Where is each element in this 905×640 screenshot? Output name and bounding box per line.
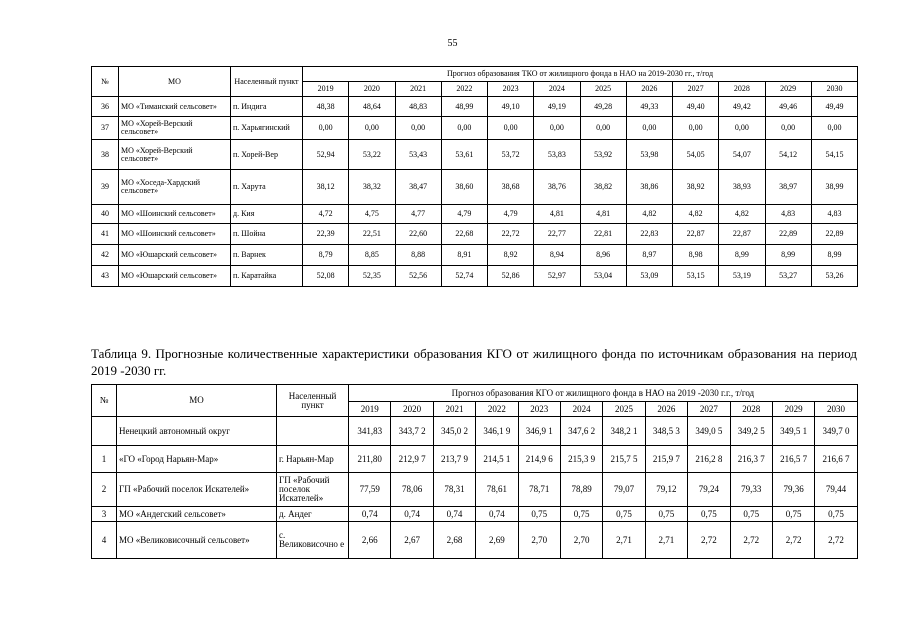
row-value: 53,43 [395, 140, 441, 170]
row-number: 37 [92, 117, 119, 140]
row-value: 52,35 [349, 266, 395, 287]
row-value: 79,07 [603, 473, 645, 507]
row-value: 52,74 [441, 266, 487, 287]
row-value: 349,2 5 [730, 417, 772, 446]
row-value: 38,47 [395, 170, 441, 205]
row-value: 216,3 7 [730, 446, 772, 473]
row-value: 48,64 [349, 97, 395, 117]
row-value: 38,76 [534, 170, 580, 205]
row-place: п. Харута [231, 170, 303, 205]
row-value: 0,75 [772, 507, 814, 522]
row-value: 53,09 [626, 266, 672, 287]
row-value: 22,87 [719, 224, 765, 245]
row-value: 0,00 [441, 117, 487, 140]
row-value: 49,49 [811, 97, 857, 117]
row-value: 52,94 [303, 140, 349, 170]
row-value: 78,71 [518, 473, 560, 507]
row-value: 22,89 [765, 224, 811, 245]
row-value: 2,71 [603, 522, 645, 559]
row-value: 8,91 [441, 245, 487, 266]
row-value: 215,9 7 [645, 446, 687, 473]
row-value: 22,81 [580, 224, 626, 245]
row-value: 53,83 [534, 140, 580, 170]
row-value: 0,75 [560, 507, 602, 522]
header-year: 2030 [815, 402, 857, 417]
row-value: 78,61 [476, 473, 518, 507]
row-mo: МО «Хорей-Верский сельсовет» [119, 117, 231, 140]
row-value: 4,79 [441, 205, 487, 224]
row-value: 52,97 [534, 266, 580, 287]
kgo-forecast-table [91, 384, 858, 559]
row-value: 348,2 1 [603, 417, 645, 446]
header-year: 2020 [391, 402, 433, 417]
row-value: 22,51 [349, 224, 395, 245]
row-value: 2,72 [730, 522, 772, 559]
row-value: 48,38 [303, 97, 349, 117]
row-value: 216,5 7 [772, 446, 814, 473]
row-value: 4,82 [626, 205, 672, 224]
row-value: 53,72 [488, 140, 534, 170]
row-value: 0,75 [730, 507, 772, 522]
row-mo: МО «Тиманский сельсовет» [119, 97, 231, 117]
row-value: 79,44 [815, 473, 857, 507]
header-mo: МО [119, 67, 231, 97]
row-value: 349,0 5 [688, 417, 730, 446]
row-value: 79,33 [730, 473, 772, 507]
row-value: 8,79 [303, 245, 349, 266]
row-value: 0,00 [303, 117, 349, 140]
row-value: 349,5 1 [772, 417, 814, 446]
row-number: 1 [92, 446, 117, 473]
row-value: 0,75 [518, 507, 560, 522]
row-value: 8,98 [673, 245, 719, 266]
header-num: № [92, 67, 119, 97]
row-value: 52,56 [395, 266, 441, 287]
row-value: 2,72 [815, 522, 857, 559]
row-value: 0,75 [603, 507, 645, 522]
row-place [277, 417, 349, 446]
row-value: 79,24 [688, 473, 730, 507]
row-value: 78,31 [433, 473, 475, 507]
row-value: 49,33 [626, 97, 672, 117]
row-value: 22,72 [488, 224, 534, 245]
header-year: 2023 [488, 82, 534, 97]
header-year: 2029 [772, 402, 814, 417]
row-mo: МО «Великовисочный сельсовет» [117, 522, 277, 559]
row-value: 4,75 [349, 205, 395, 224]
row-place: с. Великовисочно е [277, 522, 349, 559]
row-value: 346,9 1 [518, 417, 560, 446]
header-row [92, 385, 858, 402]
row-value: 49,28 [580, 97, 626, 117]
row-value: 0,00 [395, 117, 441, 140]
header-num: № [92, 385, 117, 417]
row-value: 49,19 [534, 97, 580, 117]
row-value: 8,88 [395, 245, 441, 266]
header-year: 2025 [603, 402, 645, 417]
row-value: 38,92 [673, 170, 719, 205]
table-row [92, 224, 858, 245]
row-value: 53,98 [626, 140, 672, 170]
row-value: 38,99 [811, 170, 857, 205]
row-place: п. Шойна [231, 224, 303, 245]
row-value: 2,71 [645, 522, 687, 559]
row-number: 43 [92, 266, 119, 287]
row-value: 0,00 [626, 117, 672, 140]
row-value: 22,68 [441, 224, 487, 245]
header-year: 2028 [730, 402, 772, 417]
table-row [92, 417, 858, 446]
header-year: 2026 [626, 82, 672, 97]
row-value: 215,3 9 [560, 446, 602, 473]
row-number: 38 [92, 140, 119, 170]
table-row [92, 170, 858, 205]
row-value: 215,7 5 [603, 446, 645, 473]
row-place: ГП «Рабочий поселок Искателей» [277, 473, 349, 507]
header-year: 2027 [673, 82, 719, 97]
row-mo: МО «Шоинский сельсовет» [119, 205, 231, 224]
header-place: Населенный пункт [231, 67, 303, 97]
header-year: 2026 [645, 402, 687, 417]
row-value: 4,81 [534, 205, 580, 224]
table-row [92, 446, 858, 473]
row-value: 2,70 [560, 522, 602, 559]
table-row [92, 140, 858, 170]
row-place: п. Хорей-Вер [231, 140, 303, 170]
row-value: 53,61 [441, 140, 487, 170]
row-value: 78,89 [560, 473, 602, 507]
row-value: 0,00 [719, 117, 765, 140]
row-value: 346,1 9 [476, 417, 518, 446]
header-year: 2019 [303, 82, 349, 97]
row-number: 39 [92, 170, 119, 205]
table-row [92, 205, 858, 224]
row-value: 8,99 [811, 245, 857, 266]
row-value: 212,9 7 [391, 446, 433, 473]
row-value: 38,93 [719, 170, 765, 205]
row-value: 341,83 [349, 417, 391, 446]
row-value: 38,97 [765, 170, 811, 205]
row-number: 4 [92, 522, 117, 559]
row-value: 8,99 [719, 245, 765, 266]
row-value: 38,32 [349, 170, 395, 205]
row-number: 42 [92, 245, 119, 266]
row-value: 48,83 [395, 97, 441, 117]
row-value: 53,27 [765, 266, 811, 287]
row-value: 77,59 [349, 473, 391, 507]
row-value: 2,67 [391, 522, 433, 559]
row-value: 348,5 3 [645, 417, 687, 446]
row-value: 22,77 [534, 224, 580, 245]
header-year: 2030 [811, 82, 857, 97]
header-forecast: Прогноз образования ТКО от жилищного фонда в НАО на 2019-2030 гг., т/год [303, 67, 858, 82]
page-number: 55 [447, 38, 458, 49]
row-value: 53,22 [349, 140, 395, 170]
row-value: 4,77 [395, 205, 441, 224]
row-value: 53,04 [580, 266, 626, 287]
row-value: 22,39 [303, 224, 349, 245]
row-value: 0,74 [476, 507, 518, 522]
row-value: 347,6 2 [560, 417, 602, 446]
header-year: 2024 [560, 402, 602, 417]
row-value: 2,72 [688, 522, 730, 559]
row-value: 22,87 [673, 224, 719, 245]
row-value: 4,83 [811, 205, 857, 224]
row-number: 2 [92, 473, 117, 507]
header-year: 2021 [395, 82, 441, 97]
row-value: 2,72 [772, 522, 814, 559]
table-row [92, 507, 858, 522]
row-value: 8,96 [580, 245, 626, 266]
row-value: 2,70 [518, 522, 560, 559]
header-year: 2024 [534, 82, 580, 97]
row-value: 38,12 [303, 170, 349, 205]
header-year: 2022 [441, 82, 487, 97]
row-value: 343,7 2 [391, 417, 433, 446]
row-value: 214,9 6 [518, 446, 560, 473]
row-place: п. Индига [231, 97, 303, 117]
row-number: 41 [92, 224, 119, 245]
row-value: 4,72 [303, 205, 349, 224]
row-value: 49,10 [488, 97, 534, 117]
header-year: 2023 [518, 402, 560, 417]
row-value: 38,60 [441, 170, 487, 205]
row-number: 40 [92, 205, 119, 224]
row-value: 0,00 [580, 117, 626, 140]
header-year: 2022 [476, 402, 518, 417]
row-value: 8,92 [488, 245, 534, 266]
row-value: 22,60 [395, 224, 441, 245]
row-value: 2,68 [433, 522, 475, 559]
row-mo: Ненецкий автономный округ [117, 417, 277, 446]
row-value: 0,74 [349, 507, 391, 522]
row-value: 2,66 [349, 522, 391, 559]
header-year: 2027 [688, 402, 730, 417]
row-place: п. Каратайка [231, 266, 303, 287]
table-row [92, 97, 858, 117]
row-value: 0,75 [688, 507, 730, 522]
table-row [92, 266, 858, 287]
header-row [92, 67, 858, 82]
header-forecast: Прогноз образования КГО от жилищного фонда в НАО на 2019 -2030 г.г., т/год [349, 385, 858, 402]
row-value: 54,05 [673, 140, 719, 170]
row-value: 8,85 [349, 245, 395, 266]
row-value: 38,86 [626, 170, 672, 205]
row-value: 49,46 [765, 97, 811, 117]
header-year: 2029 [765, 82, 811, 97]
header-year: 2020 [349, 82, 395, 97]
row-mo: МО «Андегский сельсовет» [117, 507, 277, 522]
row-value: 53,15 [673, 266, 719, 287]
row-value: 216,2 8 [688, 446, 730, 473]
row-value: 8,99 [765, 245, 811, 266]
row-value: 38,82 [580, 170, 626, 205]
row-value: 211,80 [349, 446, 391, 473]
row-place: д. Андег [277, 507, 349, 522]
row-value: 79,12 [645, 473, 687, 507]
header-mo: МО [117, 385, 277, 417]
row-value: 52,86 [488, 266, 534, 287]
table-row [92, 473, 858, 507]
row-value: 48,99 [441, 97, 487, 117]
row-place: д. Кия [231, 205, 303, 224]
row-value: 79,36 [772, 473, 814, 507]
row-value: 0,00 [534, 117, 580, 140]
row-value: 54,12 [765, 140, 811, 170]
table-row [92, 245, 858, 266]
row-value: 0,74 [391, 507, 433, 522]
row-value: 52,08 [303, 266, 349, 287]
row-value: 54,07 [719, 140, 765, 170]
row-mo: МО «Юшарский сельсовет» [119, 266, 231, 287]
table-row [92, 522, 858, 559]
table-row [92, 117, 858, 140]
row-value: 214,5 1 [476, 446, 518, 473]
row-value: 22,89 [811, 224, 857, 245]
row-mo: «ГО «Город Нарьян-Мар» [117, 446, 277, 473]
header-year: 2021 [433, 402, 475, 417]
row-place: п. Варнек [231, 245, 303, 266]
row-value: 0,00 [811, 117, 857, 140]
row-value: 213,7 9 [433, 446, 475, 473]
row-value: 0,74 [433, 507, 475, 522]
row-mo: ГП «Рабочий поселок Искателей» [117, 473, 277, 507]
row-value: 2,69 [476, 522, 518, 559]
row-value: 349,7 0 [815, 417, 857, 446]
row-value: 53,19 [719, 266, 765, 287]
row-value: 49,40 [673, 97, 719, 117]
row-value: 8,97 [626, 245, 672, 266]
row-value: 0,00 [765, 117, 811, 140]
row-number: 3 [92, 507, 117, 522]
row-place: г. Нарьян-Мар [277, 446, 349, 473]
row-value: 0,75 [815, 507, 857, 522]
row-value: 0,75 [645, 507, 687, 522]
table-caption: Таблица 9. Прогнозные количественные характеристики образования КГО от жилищного фонда по источникам образования на период 2019 -2030 гг. [91, 346, 857, 378]
header-year: 2028 [719, 82, 765, 97]
row-mo: МО «Хоседа-Хардский сельсовет» [119, 170, 231, 205]
row-value: 78,06 [391, 473, 433, 507]
row-value: 49,42 [719, 97, 765, 117]
row-value: 216,6 7 [815, 446, 857, 473]
row-value: 0,00 [488, 117, 534, 140]
row-value: 53,92 [580, 140, 626, 170]
row-value: 4,79 [488, 205, 534, 224]
tko-forecast-table [91, 66, 858, 287]
row-mo: МО «Юшарский сельсовет» [119, 245, 231, 266]
row-value: 22,83 [626, 224, 672, 245]
row-value: 345,0 2 [433, 417, 475, 446]
row-number: 36 [92, 97, 119, 117]
header-year: 2025 [580, 82, 626, 97]
row-value: 53,26 [811, 266, 857, 287]
row-number [92, 417, 117, 446]
row-value: 4,82 [719, 205, 765, 224]
row-value: 0,00 [349, 117, 395, 140]
row-value: 38,68 [488, 170, 534, 205]
row-value: 54,15 [811, 140, 857, 170]
row-value: 4,81 [580, 205, 626, 224]
row-value: 4,82 [673, 205, 719, 224]
row-value: 8,94 [534, 245, 580, 266]
row-place: п. Харьягинский [231, 117, 303, 140]
row-mo: МО «Хорей-Верский сельсовет» [119, 140, 231, 170]
row-mo: МО «Шоинский сельсовет» [119, 224, 231, 245]
row-value: 0,00 [673, 117, 719, 140]
header-place: Населенный пункт [277, 385, 349, 417]
header-year: 2019 [349, 402, 391, 417]
row-value: 4,83 [765, 205, 811, 224]
